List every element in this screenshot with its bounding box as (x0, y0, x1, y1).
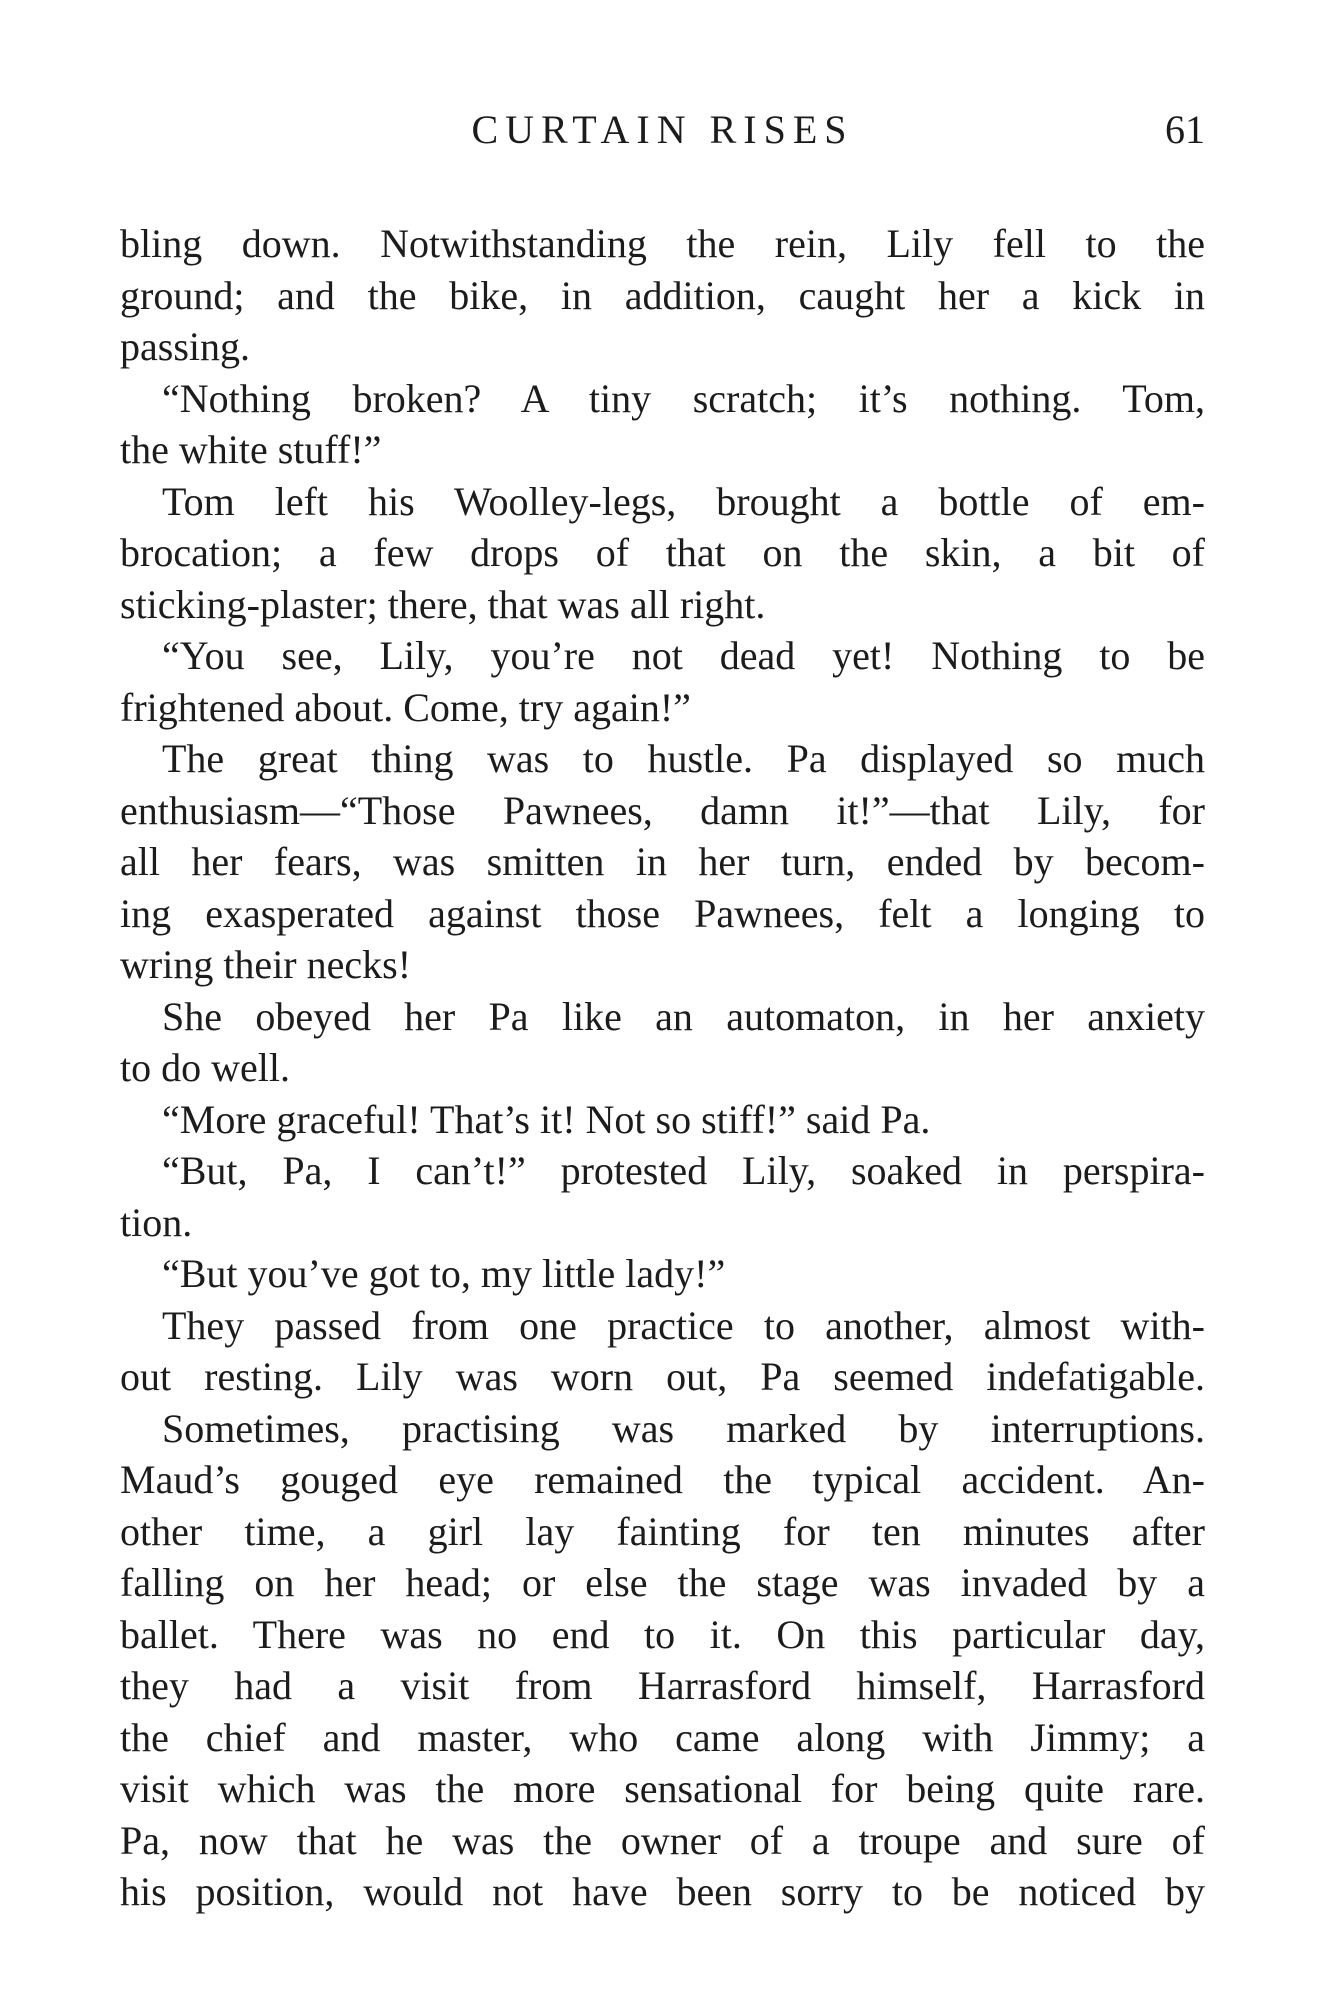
text-line: “But you’ve got to, my little lady!” (162, 1251, 726, 1296)
text-line: all her fears, was smitten in her turn, ended by becom- (120, 839, 1205, 884)
text-line: they had a visit from Harrasford himself, Harrasford (120, 1663, 1205, 1708)
text-line: his position, would not have been sorry to be noticed by (120, 1869, 1205, 1914)
text-line: The great thing was to hustle. Pa displayed so much (162, 736, 1205, 781)
text-line: frightened about. Come, try again!” (120, 684, 691, 730)
text-line: “More graceful! That’s it! Not so stiff!” said Pa. (162, 1096, 931, 1142)
text-line: wring their necks! (120, 942, 412, 987)
text-line: Pa, now that he was the owner of a troupe and sure of (120, 1817, 1205, 1863)
text-line: brocation; a few drops of that on the skin, a bit of (120, 530, 1205, 575)
text-line: tion. (120, 1199, 193, 1245)
text-line: ground; and the bike, in addition, caught her a kick in (120, 272, 1205, 318)
text-line: passing. (120, 324, 250, 369)
page-number: 61 (1165, 107, 1205, 152)
text-line: ballet. There was no end to it. On this particular day, (120, 1611, 1205, 1657)
text-line: ing exasperated against those Pawnees, felt a longing to (120, 890, 1205, 936)
text-line: “Nothing broken? A tiny scratch; it’s nothing. Tom, (162, 375, 1205, 421)
text-line: “But, Pa, I can’t!” protested Lily, soaked in perspira- (162, 1148, 1205, 1193)
body-text (120, 218, 1205, 1918)
text-line: She obeyed her Pa like an automaton, in her anxiety (162, 993, 1205, 1039)
text-line: Maud’s gouged eye remained the typical accident. An- (120, 1457, 1205, 1502)
text-line: “You see, Lily, you’re not dead yet! Nothing to be (162, 633, 1205, 678)
text-line: Tom left his Woolley-legs, brought a bottle of em- (162, 478, 1205, 524)
text-line: the chief and master, who came along with Jimmy; a (120, 1714, 1205, 1760)
text-line: bling down. Notwithstanding the rein, Lily fell to the (120, 221, 1205, 266)
text-line: to do well. (120, 1045, 290, 1090)
text-line: visit which was the more sensational for being quite rare. (120, 1766, 1205, 1811)
text-line: sticking-plaster; there, that was all right. (120, 581, 766, 627)
text-line: falling on her head; or else the stage was invaded by a (120, 1560, 1205, 1605)
text-line: out resting. Lily was worn out, Pa seemed indefatigable. (120, 1354, 1205, 1399)
text-line: They passed from one practice to another, almost with- (162, 1302, 1205, 1348)
text-line: the white stuff!” (120, 427, 382, 472)
text-line: other time, a girl lay fainting for ten minutes after (120, 1508, 1205, 1554)
text-line: enthusiasm—“Those Pawnees, damn it!”—that Lily, for (120, 787, 1205, 833)
page-header (120, 100, 1205, 160)
running-head: CURTAIN RISES (471, 107, 854, 152)
text-line: Sometimes, practising was marked by interruptions. (162, 1405, 1205, 1451)
